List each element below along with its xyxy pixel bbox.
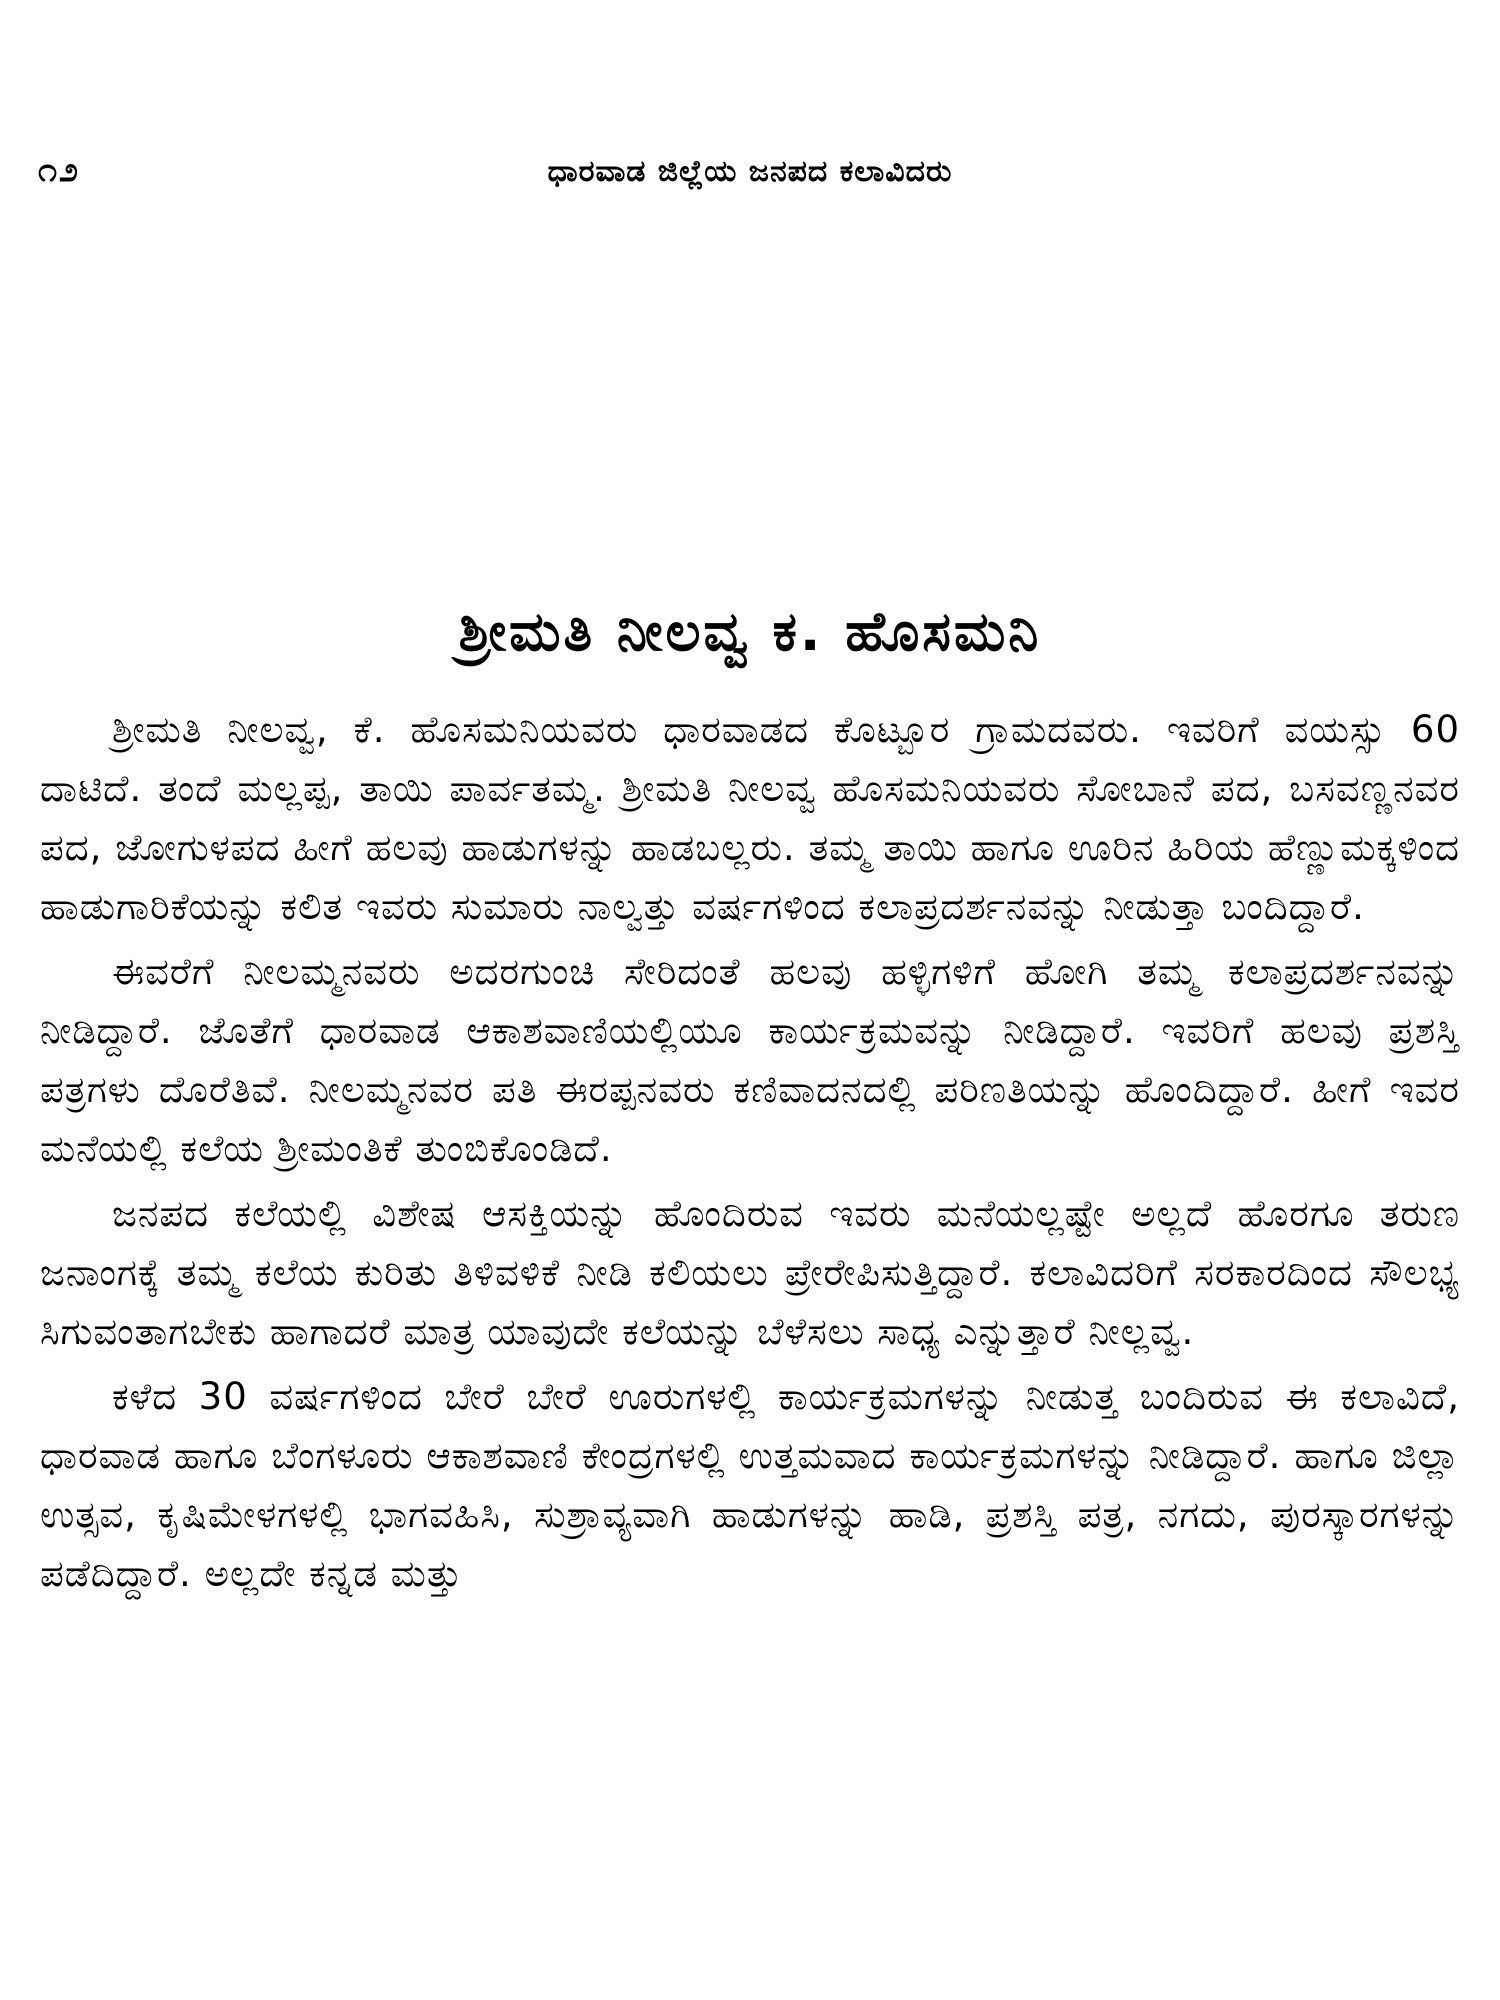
paragraph-3: ಜನಪದ ಕಲೆಯಲ್ಲಿ ವಿಶೇಷ ಆಸಕ್ತಿಯನ್ನು ಹೊಂದಿರುವ ಇವರು ಮನೆಯಲ್ಲಷ್ಟೇ ಅಲ್ಲದೆ ಹೊರಗೂ ತರುಣ ಜನಾಂಗಕ್ಕೆ ತಮ್ಮ ಕಲೆಯ ಕುರಿತು ತಿಳಿವಳಿಕೆ ನೀಡಿ ಕಲಿಯಲು ಪ್ರೇರೇಪಿಸುತ್ತಿದ್ದಾರೆ. ಕಲಾವಿದರಿಗೆ ಸರಕಾರದಿಂದ ಸೌಲಭ್ಯ ಸಿಗುವಂತಾಗಬೇಕು ಹಾಗಾದರೆ ಮಾತ್ರ ಯಾವುದೇ ಕಲೆಯನ್ನು ಬೆಳೆಸಲು ಸಾಧ್ಯ ಎನ್ನುತ್ತಾರೆ ನೀಲ್ಲವ್ವ. [40,1192,1460,1353]
paragraph-4: ಕಳೆದ 30 ವರ್ಷಗಳಿಂದ ಬೇರೆ ಬೇರೆ ಊರುಗಳಲ್ಲಿ ಕಾರ್ಯಕ್ರಮಗಳನ್ನು ನೀಡುತ್ತ ಬಂದಿರುವ ಈ ಕಲಾವಿದೆ, ಧಾರವಾಡ ಹಾಗೂ ಬೆಂಗಳೂರು ಆಕಾಶವಾಣಿ ಕೇಂದ್ರಗಳಲ್ಲಿ ಉತ್ತಮವಾದ ಕಾರ್ಯಕ್ರಮಗಳನ್ನು ನೀಡಿದ್ದಾರೆ. ಹಾಗೂ ಜಿಲ್ಲಾ ಉತ್ಸವ, ಕೃಷಿಮೇಳಗಳಲ್ಲಿ ಭಾಗವಹಿಸಿ, ಸುಶ್ರಾವ್ಯವಾಗಿ ಹಾಡುಗಳನ್ನು ಹಾಡಿ, ಪ್ರಶಸ್ತಿ ಪತ್ರ, ನಗದು, ಪುರಸ್ಕಾರಗಳನ್ನು ಪಡೆದಿದ್ದಾರೆ. ಅಲ್ಲದೇ ಕನ್ನಡ ಮತ್ತು [40,1375,1460,1595]
running-title: ಧಾರವಾಡ ಜಿಲ್ಲೆಯ ಜನಪದ ಕಲಾವಿದರು [547,154,953,189]
article-title: ಶ್ರೀಮತಿ ನೀಲವ್ವ ಕ. ಹೊಸಮನಿ [458,600,1042,663]
page-number: ೧೨ [38,150,81,190]
paragraph-2: ಈವರೆಗೆ ನೀಲಮ್ಮನವರು ಅದರಗುಂಚಿ ಸೇರಿದಂತೆ ಹಲವು ಹಳ್ಳಿಗಳಿಗೆ ಹೋಗಿ ತಮ್ಮ ಕಲಾಪ್ರದರ್ಶನವನ್ನು ನೀಡಿದ್ದಾರೆ. ಜೊತೆಗೆ ಧಾರವಾಡ ಆಕಾಶವಾಣಿಯಲ್ಲಿಯೂ ಕಾರ್ಯಕ್ರಮವನ್ನು ನೀಡಿದ್ದಾರೆ. ಇವರಿಗೆ ಹಲವು ಪ್ರಶಸ್ತಿ ಪತ್ರಗಳು ದೊರೆತಿವೆ. ನೀಲಮ್ಮನವರ ಪತಿ ಈರಪ್ಪನವರು ಕಣಿವಾದನದಲ್ಲಿ ಪರಿಣತಿಯನ್ನು ಹೊಂದಿದ್ದಾರೆ. ಹೀಗೆ ಇವರ ಮನೆಯಲ್ಲಿ ಕಲೆಯ ಶ್ರೀಮಂತಿಕೆ ತುಂಬಿಕೊಂಡಿದೆ. [40,950,1460,1170]
paragraph-1: ಶ್ರೀಮತಿ ನೀಲವ್ವ, ಕೆ. ಹೊಸಮನಿಯವರು ಧಾರವಾಡದ ಕೊಟ್ಬೂರ ಗ್ರಾಮದವರು. ಇವರಿಗೆ ವಯಸ್ಸು 60 ದಾಟಿದೆ. ತಂದೆ ಮಲ್ಲಪ್ಪ, ತಾಯಿ ಪಾರ್ವತಮ್ಮ. ಶ್ರೀಮತಿ ನೀಲವ್ವ ಹೊಸಮನಿಯವರು ಸೋಬಾನೆ ಪದ, ಬಸವಣ್ಣನವರ ಪದ, ಜೋಗುಳಪದ ಹೀಗೆ ಹಲವು ಹಾಡುಗಳನ್ನು ಹಾಡಬಲ್ಲರು. ತಮ್ಮ ತಾಯಿ ಹಾಗೂ ಊರಿನ ಹಿರಿಯ ಹೆಣ್ಣುಮಕ್ಕಳಿಂದ ಹಾಡುಗಾರಿಕೆಯನ್ನು ಕಲಿತ ಇವರು ಸುಮಾರು ನಾಲ್ವತ್ತು ವರ್ಷಗಳಿಂದ ಕಲಾಪ್ರದರ್ಶನವನ್ನು ನೀಡುತ್ತಾ ಬಂದಿದ್ದಾರೆ. [40,708,1460,928]
page-header [38,150,1462,210]
article-body [40,700,1460,1609]
